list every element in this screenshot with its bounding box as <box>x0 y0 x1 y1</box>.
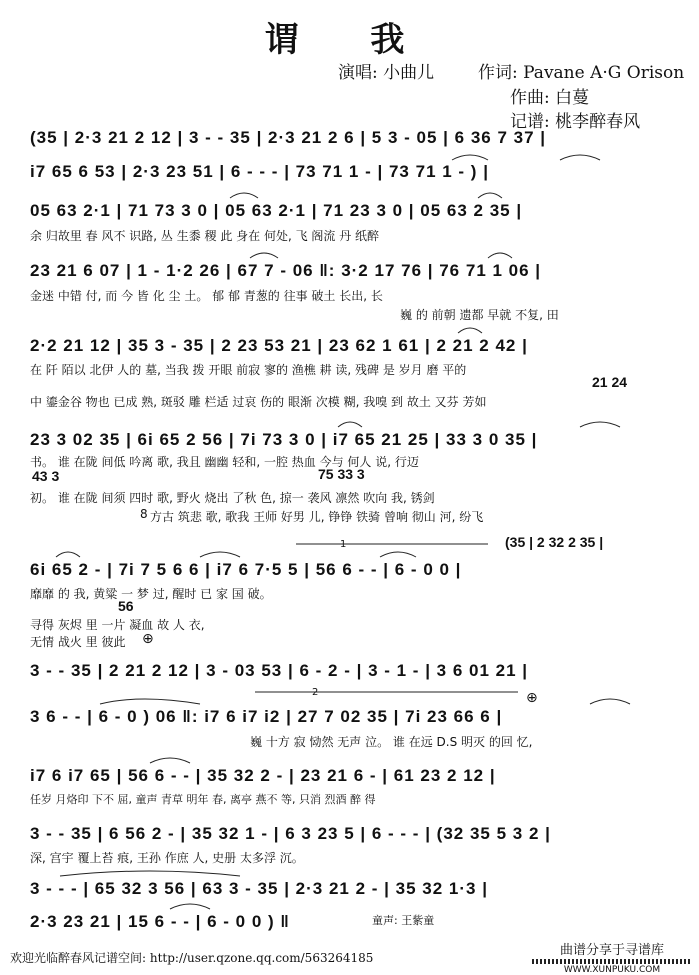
lyric-line-7c: 无情 战火 里 彼此 <box>30 634 126 649</box>
lyric-line-6c: 方古 筑悲 歌, 歌我 王师 好男 儿, 铮铮 铁骑 曾响 彻山 河, 纷飞 <box>150 509 484 524</box>
interlude-notes: (35 | 2 32 2 35 | <box>505 534 604 550</box>
score-line-6: 23 3 02 35 | 6i 65 2 56 | 7i 73 3 0 | i7 65 21 25 | 33 3 0 35 | <box>30 430 538 449</box>
slur <box>458 328 482 333</box>
lyric-line-10: 任岁 月烙印 下不 屈, 童声 青草 明年 春, 离亭 燕不 等, 只消 烈酒 醉 得 <box>30 793 376 806</box>
coda-sign: ⊕ <box>142 631 154 647</box>
lyric-line-4b: 巍 的 前朝 遗都 早就 不复, 田 <box>400 307 559 322</box>
song-title: 谓 我 <box>264 20 435 60</box>
slur <box>170 904 210 909</box>
slur <box>100 699 200 704</box>
site-badge[interactable] <box>532 939 692 975</box>
score-line-3: 05 63 2·1 | 71 73 3 0 | 05 63 2·1 | 71 23 3 0 | 05 63 2 35 | <box>30 201 523 220</box>
slur <box>338 422 362 427</box>
score-line-12: 3 - - - | 65 32 3 56 | 63 3 - 35 | 2·3 21 2 - | 35 32 1·3 | <box>30 879 488 898</box>
score-line-13: 2·3 23 21 | 15 6 - - | 6 - 0 0 ) ‖ <box>30 912 290 931</box>
volta-1-label: 1 <box>340 539 347 550</box>
slur <box>56 552 80 557</box>
alt-notes-4: 56 <box>118 598 134 614</box>
slur <box>580 422 620 427</box>
slur <box>200 552 240 557</box>
lyric-line-9: 巍 十方 寂 恸然 无声 泣。 谁 在远 D.S 明灭 的回 忆, <box>250 734 533 749</box>
singer-credit: 演唱: 小曲儿 <box>338 63 435 83</box>
lyric-line-11: 深, 宫宇 覆上苔 痕, 王孙 作庶 人, 史册 太多浮 沉。 <box>30 850 304 865</box>
site-badge-title: 曲谱分享于寻谱库 <box>559 943 664 958</box>
score-line-8: 3 - - 35 | 2 21 2 12 | 3 - 03 53 | 6 - 2 - | 3 - 1 - | 3 6 01 21 | <box>30 661 529 680</box>
lyric-line-7b: 寻得 灰烬 里 一片 凝血 故 人 衣, <box>30 617 205 632</box>
slur <box>590 699 630 704</box>
composer-credit: 作曲: 白蔓 <box>510 88 590 108</box>
alt-notes-3: 75 33 3 <box>318 466 365 482</box>
transcriber-credit: 记谱: 桃李醉春风 <box>510 112 641 132</box>
lyric-line-4a: 金迷 中错 付, 而 今 皆 化 尘 土。 郁 郁 青葱的 往事 破土 长出, 长 <box>30 288 383 303</box>
score-line-2: i7 65 6 53 | 2·3 23 51 | 6 - - - | 73 71 1 - | 73 71 1 - ) | <box>30 162 489 181</box>
lyricist-credit: 作词: Pavane A·G Orison <box>478 63 685 83</box>
score-line-9: 3 6 - - | 6 - 0 ) 06 ‖: i7 6 i7 i2 | 27 7 02 35 | 7i 23 66 6 | <box>30 707 503 726</box>
score-line-1: (35 | 2·3 21 2 12 | 3 - - 35 | 2·3 21 2 6 | 5 3 - 05 | 6 36 7 37 | <box>30 128 547 147</box>
alt-notes-2: 43 3 <box>32 468 60 484</box>
coda-sign-2: ⊕ <box>526 690 538 706</box>
lyric-line-6a: 书。 谁 在陇 间低 吟离 歌, 我且 幽幽 轻和, 一腔 热血 今与 何人 说, 行迈 <box>30 454 419 469</box>
lyric-line-5a: 在 阡 陌以 北伊 人的 墓, 当我 拨 开眼 前寂 寥的 渔樵 耕 读, 残碑 是 岁月 磨 平的 <box>30 362 467 377</box>
score-line-4: 23 21 6 07 | 1 - 1·2 26 | 67 7 - 06 ‖: 3·2 17 76 | 76 71 1 06 | <box>30 261 542 280</box>
slur <box>380 552 416 557</box>
lyric-line-6b: 初。 谁 在陇 间须 四时 歌, 野火 烧出 了秋 色, 掠一 袭风 凛然 吹向 我, 锈剑 <box>30 490 435 505</box>
slur <box>250 253 278 258</box>
score-line-10: i7 6 i7 65 | 56 6 - - | 35 32 2 - | 23 21 6 - | 61 23 2 12 | <box>30 766 496 785</box>
lyric-line-7a: 靡靡 的 我, 黄粱 一 梦 过, 醒时 已 家 国 破。 <box>30 586 272 601</box>
site-badge-bar <box>532 959 692 964</box>
slur <box>478 193 502 198</box>
slur <box>488 253 512 258</box>
score-line-5: 2·2 21 12 | 35 3 - 35 | 2 23 53 21 | 23 62 1 61 | 2 21 2 42 | <box>30 336 528 355</box>
score-line-11: 3 - - 35 | 6 56 2 - | 35 32 1 - | 6 3 23 5 | 6 - - - | (32 35 5 3 2 | <box>30 824 551 843</box>
score-line-7: 6i 65 2 - | 7i 7 5 6 6 | i7 6 7·5 5 | 56 6 - - | 6 - 0 0 | <box>30 560 462 579</box>
alt-notes-1: 21 24 <box>592 374 628 390</box>
child-voice-credit: 童声: 王紫童 <box>372 914 435 927</box>
footer-credit: 欢迎光临醉春风记谱空间: http://user.qzone.qq.com/563264185 <box>10 951 374 965</box>
slur <box>150 758 190 763</box>
segno-mark: 8 <box>140 507 148 521</box>
site-badge-url: WWW.XUNPUKU.COM <box>563 965 661 975</box>
slur <box>230 193 258 198</box>
lyric-line-3: 余 归故里 春 风不 识路, 丛 生黍 稷 此 身在 何处, 飞 阁流 丹 纸醉 <box>30 228 380 243</box>
volta-2-label: 2 <box>312 687 319 698</box>
slur <box>60 871 240 876</box>
lyric-line-5b: 中 鎏金谷 物也 已成 熟, 斑驳 雕 栏适 过哀 伤的 眼渐 次模 糊, 我嗅 到 故土 又芬 芳如 <box>30 394 487 409</box>
